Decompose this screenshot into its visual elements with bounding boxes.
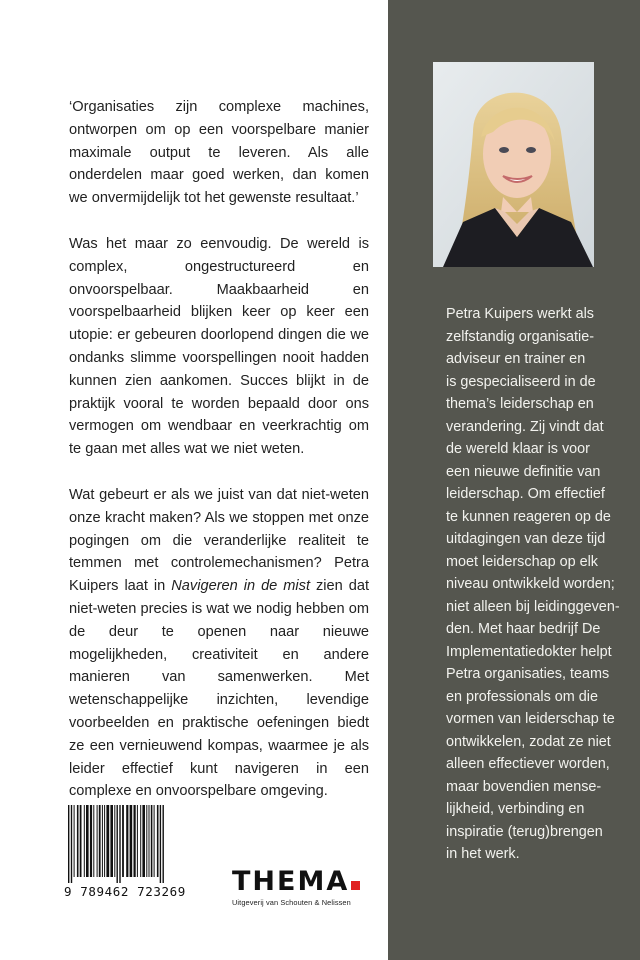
author-bio — [446, 303, 631, 866]
barcode-bar — [146, 805, 147, 877]
blurb-quote: ‘Organisaties zijn complexe machines, ontworpen om op een voorspelbare manier maximale output te leveren. Als alle onderdelen maar goed werken, dan komen we onvermijdelijk tot het gewenste resultaat.’ — [69, 99, 369, 207]
barcode-bar — [149, 805, 150, 877]
bio-line: is gespecialiseerd in de — [446, 373, 596, 390]
bio-line: ontwikkelen, zodat ze niet — [446, 733, 611, 750]
bio-line: niveau ontwikkeld worden; — [446, 576, 615, 592]
bio-line: Implementatiedokter helpt — [446, 643, 612, 660]
isbn-number: 9 789462 723269 — [64, 884, 186, 899]
bio-line: thema’s leiderschap en — [446, 396, 594, 412]
barcode-bar — [110, 805, 113, 877]
bio-line: een nieuwe definitie van — [446, 463, 601, 480]
bio-line: moet leiderschap op elk — [446, 553, 598, 570]
barcode-bar — [163, 805, 164, 883]
barcode-bar — [160, 805, 161, 883]
bio-line: lijkheid, verbinding en — [446, 801, 585, 817]
barcode-bar — [93, 805, 94, 877]
barcode-bar — [99, 805, 101, 877]
barcode-bar — [154, 805, 155, 877]
publisher-subtitle: Uitgeverij van Schouten & Nelissen — [232, 898, 351, 907]
barcode-bar — [117, 805, 118, 883]
barcode-bar — [137, 805, 138, 877]
barcode-bar — [157, 805, 159, 877]
author-portrait-illustration — [433, 62, 594, 267]
bio-line: Petra organisaties, teams — [446, 666, 610, 682]
bio-line: verandering. Zij vindt dat — [446, 418, 604, 435]
barcode-bar — [77, 805, 79, 877]
bio-line: alleen effectiever worden, — [446, 756, 610, 772]
barcode-bars — [64, 805, 194, 883]
barcode-bar — [80, 805, 82, 877]
bio-line: inspiratie (terug)brengen — [446, 823, 603, 840]
bio-line: leiderschap. Om effectief — [446, 486, 605, 502]
barcode-bar — [142, 805, 145, 877]
bio-line: en professionals om die — [446, 688, 598, 705]
bio-line: vormen van leiderschap te — [446, 711, 615, 727]
barcode-bar — [126, 805, 128, 877]
barcode-bar — [140, 805, 141, 877]
barcode-bar — [97, 805, 98, 877]
blurb-text: Wat gebeurt er als we juist van dat niet-weten onze kracht maken? Als we stoppen met onze pogingen om die veranderlijke realiteit te temmen met controlemechanismen? Petra Kuipers laat in — [69, 486, 369, 595]
barcode-bar — [90, 805, 92, 877]
bio-line: den. Met haar bedrijf De — [446, 621, 601, 637]
barcode-bar — [114, 805, 115, 877]
barcode-bar — [86, 805, 89, 877]
bio-line: uitdagingen van deze tijd — [446, 531, 606, 547]
book-title: Navigeren in de mist — [171, 578, 311, 595]
barcode-bar — [151, 805, 153, 877]
barcode-bar — [71, 805, 72, 883]
barcode-bar — [68, 805, 69, 883]
barcode-bar — [102, 805, 103, 877]
barcode-bar — [104, 805, 105, 877]
barcode-bar — [84, 805, 85, 877]
bio-line: maar bovendien mense- — [446, 778, 602, 795]
barcode-bar — [119, 805, 120, 883]
barcode-bar — [106, 805, 109, 877]
barcode-bar — [134, 805, 136, 877]
bio-line: adviseur en trainer en — [446, 351, 586, 367]
book-blurb — [69, 96, 369, 826]
publisher-name: THEMA — [232, 866, 350, 897]
author-photo — [433, 62, 594, 267]
publisher-logo — [232, 867, 362, 907]
blurb-paragraph — [69, 484, 369, 803]
bio-line: niet alleen bij leidinggeven- — [446, 598, 620, 615]
barcode-bar — [122, 805, 124, 877]
bio-line: Petra Kuipers werkt als — [446, 306, 594, 322]
bio-line: zelfstandig organisatie- — [446, 328, 594, 345]
barcode-bar — [74, 805, 75, 877]
blurb-text: zien dat niet-weten precies is wat we nodig hebben om de deur te openen naar nieuwe mogelijkheden, creativiteit en andere manieren van samenwerken. Met wetenschappelijke inzichten, levendige voorbeelden en praktische oefeningen biedt ze een vernieuwend kompas, waarmee je als leider effectief kunt navigeren in een complexe en onvoorspelbare omgeving. — [69, 578, 369, 800]
bio-line: de wereld klaar is voor — [446, 441, 590, 457]
barcode-bar — [130, 805, 133, 877]
bio-line: te kunnen reageren op de — [446, 508, 611, 525]
blurb-paragraph: Was het maar zo eenvoudig. De wereld is complex, ongestructureerd en onvoorspelbaar. Maakbaarheid en voorspelbaarheid blijken keer op keer een utopie: er gebeuren doorlopend dingen die we ondanks slimme voorspellingen nooit hadden kunnen zien aankomen. Succes blijkt in de praktijk vooral te worden bepaald door ons vermogen om wendbaar en veerkrachtig om te gaan met alles wat we niet weten. — [69, 235, 369, 458]
bio-line: in het werk. — [446, 846, 520, 862]
logo-red-square — [351, 881, 360, 890]
